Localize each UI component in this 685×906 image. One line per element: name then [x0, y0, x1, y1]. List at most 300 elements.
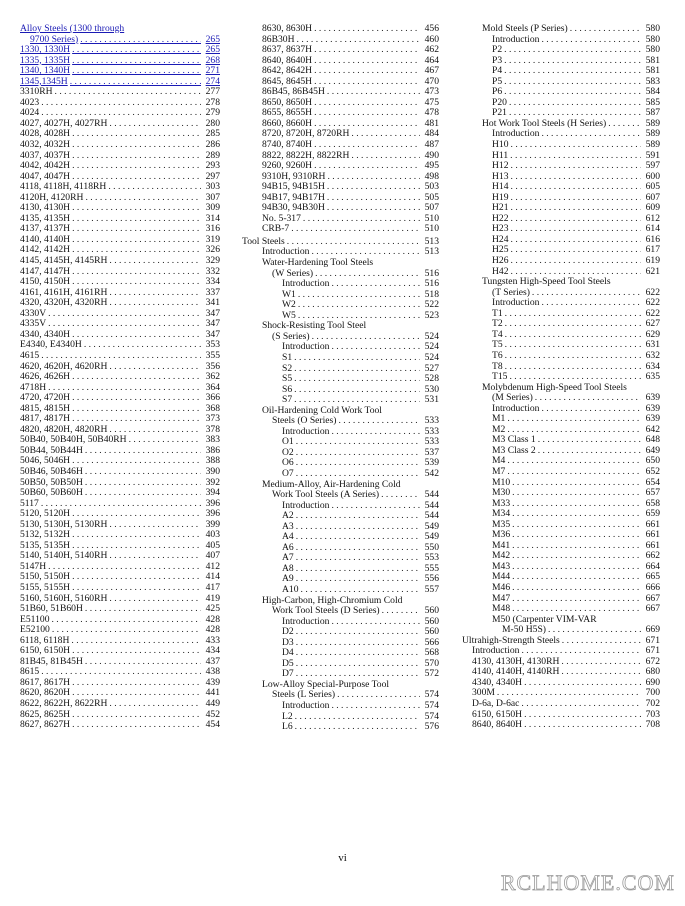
toc-leader-dots: [85, 446, 201, 457]
toc-entry-page: 449: [205, 698, 220, 709]
toc-entry-page: 614: [645, 223, 660, 235]
toc-entry-page: 386: [205, 444, 220, 456]
toc-leader-dots: [327, 182, 420, 193]
toc-entry-label: Work Tool Steels (A Series): [272, 489, 380, 501]
toc-entry: [242, 448, 439, 459]
toc-leader-dots: [512, 583, 641, 594]
toc-entry-label: H24: [492, 233, 509, 245]
toc-leader-dots: [291, 224, 420, 235]
toc-entry: [242, 416, 439, 427]
toc-entry-label: P4: [492, 65, 503, 77]
toc-entry-page: 412: [205, 560, 220, 572]
toc-entry: [242, 385, 439, 396]
toc-entry-label: P6: [492, 86, 503, 98]
toc-entry-page: 542: [424, 467, 439, 479]
toc-entry-label: 4120H, 4120RH: [20, 191, 84, 203]
toc-entry-page: 661: [645, 529, 660, 541]
toc-entry-page: 407: [205, 550, 220, 562]
toc-leader-dots: [314, 56, 420, 67]
toc-entry-label: Molybdenum High-Speed Tool Steels: [482, 381, 627, 393]
toc-entry-page: 428: [205, 613, 220, 625]
toc-leader-dots: [296, 437, 420, 448]
toc-entry-page: 661: [645, 518, 660, 530]
toc-entry-page: 657: [645, 487, 660, 499]
toc-entry-page: 616: [645, 233, 660, 245]
toc-entry-page: 539: [424, 457, 439, 469]
toc-entry-label: 5130, 5130H, 5130RH: [20, 518, 108, 530]
toc-leader-dots: [538, 435, 641, 446]
toc-leader-dots: [337, 690, 420, 701]
toc-leader-dots: [109, 551, 201, 562]
toc-leader-dots: [538, 446, 641, 457]
toc-entry-page: 326: [205, 244, 220, 256]
toc-entry-label: D3: [282, 636, 294, 648]
toc-entry-page: 490: [424, 149, 439, 161]
toc-entry-label: H14: [492, 181, 509, 193]
toc-entry-label: A8: [282, 562, 294, 574]
toc-entry-page: 347: [205, 307, 220, 319]
toc-leader-dots: [294, 353, 420, 364]
toc-entry-page: 405: [205, 539, 220, 551]
toc-leader-dots: [535, 393, 641, 404]
toc-entry-page: 513: [424, 235, 439, 247]
toc-entry-label: 8642, 8642H: [262, 65, 313, 77]
toc-entry-label: W5: [282, 309, 296, 321]
toc-entry-label: 4024: [20, 107, 40, 119]
toc-entry-page: 392: [205, 476, 220, 488]
toc-entry-page: 549: [424, 520, 439, 532]
toc-leader-dots: [524, 678, 641, 689]
toc-column-2: [242, 24, 439, 733]
toc-entry: [20, 351, 220, 362]
toc-entry: [242, 501, 439, 512]
toc-entry-label: 4340, 4340H: [472, 676, 523, 688]
toc-entry-label: M41: [492, 539, 511, 551]
toc-leader-dots: [512, 594, 641, 605]
toc-entry-label: S6: [282, 383, 293, 395]
toc-entry-label: M3 Class 1: [492, 434, 536, 446]
toc-entry-label: T6: [492, 349, 503, 361]
toc-leader-dots: [511, 224, 641, 235]
toc-leader-dots: [72, 129, 201, 140]
toc-leader-dots: [72, 530, 201, 541]
toc-entry-label: H19: [492, 191, 509, 203]
toc-entry-page: 279: [205, 107, 220, 119]
toc-entry-label: 6150, 6150H: [472, 708, 523, 720]
toc-leader-dots: [295, 722, 420, 733]
toc-entry-label: M35: [492, 518, 511, 530]
toc-entry-label: H25: [492, 244, 509, 256]
toc-entry-label: A3: [282, 520, 294, 532]
toc-entry-page: 456: [424, 23, 439, 34]
toc-entry-label: H13: [492, 170, 509, 182]
toc-entry: [242, 437, 439, 448]
toc-entry-page: 574: [424, 689, 439, 701]
toc-entry-page: 428: [205, 624, 220, 636]
toc-leader-dots: [109, 699, 201, 710]
toc-leader-dots: [72, 161, 201, 172]
toc-leader-dots: [296, 648, 420, 659]
toc-entry-label: 300M: [472, 687, 495, 699]
toc-entry-page: 585: [645, 96, 660, 108]
toc-entry-page: 513: [424, 246, 439, 258]
toc-entry: [20, 340, 220, 351]
toc-leader-dots: [314, 45, 420, 56]
toc-leader-dots: [72, 140, 201, 151]
toc-entry-label: T4: [492, 328, 503, 340]
toc-entry-label: Introduction: [492, 402, 540, 414]
toc-entry-page: 378: [205, 423, 220, 435]
toc-entry-label: 86B30H: [262, 33, 295, 45]
toc-entry-label: 4320, 4320H, 4320RH: [20, 297, 108, 309]
toc-entry-label: Introduction: [472, 645, 520, 657]
toc-entry-label: T5: [492, 339, 503, 351]
toc-entry-label: 8655, 8655H: [262, 107, 313, 119]
toc-entry-page: 462: [424, 44, 439, 56]
toc-entry-page: 600: [645, 170, 660, 182]
toc-entry: [20, 298, 220, 309]
toc-leader-dots: [327, 87, 420, 98]
toc-leader-dots: [80, 35, 201, 46]
toc-entry-page: 403: [205, 529, 220, 541]
toc-entry: [242, 627, 439, 638]
toc-entry-page: 700: [645, 687, 660, 699]
toc-entry-page: 337: [205, 286, 220, 298]
toc-entry-page: 332: [205, 265, 220, 277]
toc-entry-page: 553: [424, 552, 439, 564]
toc-entry-page: 271: [205, 65, 220, 77]
toc-entry-page: 621: [645, 265, 660, 277]
toc-entry-label: T15: [492, 371, 508, 383]
toc-entry-label: 51B60, 51B60H: [20, 603, 83, 615]
toc-entry: [20, 615, 220, 626]
toc-leader-dots: [109, 362, 201, 373]
toc-entry-page: 580: [645, 44, 660, 56]
toc-entry-label: H11: [492, 149, 509, 161]
toc-entry-page: 690: [645, 676, 660, 688]
toc-entry-label: 8640, 8640H: [262, 54, 313, 66]
toc-entry-label: O2: [282, 446, 294, 458]
toc-entry-page: 708: [645, 719, 660, 731]
toc-entry: [242, 24, 439, 35]
toc-leader-dots: [512, 488, 641, 499]
toc-entry-label: 94B15, 94B15H: [262, 181, 325, 193]
toc-entry-page: 703: [645, 708, 660, 720]
toc-leader-dots: [512, 572, 641, 583]
toc-leader-dots: [507, 456, 641, 467]
toc-entry-page: 362: [205, 371, 220, 383]
toc-entry-page: 680: [645, 666, 660, 678]
toc-entry: [242, 140, 439, 151]
toc-entry-label: (W Series): [272, 267, 314, 279]
toc-leader-dots: [48, 309, 201, 320]
toc-leader-dots: [72, 45, 201, 56]
toc-entry-label: Introduction: [282, 615, 330, 627]
toc-leader-dots: [85, 478, 201, 489]
toc-entry-page: 274: [205, 75, 220, 87]
toc-entry-label: Shock-Resisting Tool Steel: [262, 320, 367, 332]
toc-entry-label: (S Series): [272, 330, 310, 342]
toc-entry: [242, 553, 439, 564]
toc-entry-label: L2: [282, 710, 293, 722]
toc-entry-label: 4150, 4150H: [20, 276, 71, 288]
toc-entry-page: 544: [424, 510, 439, 522]
toc-leader-dots: [561, 667, 641, 678]
toc-entry-page: 473: [424, 86, 439, 98]
toc-entry-page: 355: [205, 349, 220, 361]
toc-entry-page: 570: [424, 657, 439, 669]
toc-entry-label: T1: [492, 307, 503, 319]
toc-entry-label: Introduction: [282, 700, 330, 711]
toc-entry-page: 478: [424, 107, 439, 119]
toc-leader-dots: [296, 511, 420, 522]
toc-entry-label: H21: [492, 202, 509, 214]
toc-entry-label: 6118, 6118H: [20, 634, 70, 646]
toc-entry-page: 524: [424, 351, 439, 363]
toc-entry-page: 503: [424, 181, 439, 193]
toc-entry: [242, 617, 439, 628]
toc-entry-label: 9310H, 9310RH: [262, 170, 326, 182]
toc-entry-label: D2: [282, 626, 294, 638]
toc-entry-label: 4142, 4142H: [20, 244, 71, 256]
toc-leader-dots: [509, 372, 641, 383]
toc-entry: [462, 720, 660, 731]
toc-leader-dots: [504, 77, 641, 88]
toc-entry-label: 4330V: [20, 307, 47, 319]
toc-entry-page: 353: [205, 339, 220, 351]
toc-entry-page: 495: [424, 160, 439, 172]
toc-entry-label: 4047, 4047H: [20, 170, 71, 182]
toc-entry: [242, 659, 439, 670]
toc-entry: [20, 488, 220, 499]
toc-leader-dots: [351, 151, 420, 162]
toc-entry-page: 523: [424, 309, 439, 321]
toc-entry-page: 584: [645, 86, 660, 98]
toc-leader-dots: [314, 108, 420, 119]
toc-entry-label: 8645, 8645H: [262, 75, 313, 87]
toc-entry-label: M7: [492, 465, 506, 477]
toc-entry-page: 605: [645, 181, 660, 193]
toc-column-3: [462, 24, 660, 731]
toc-entry-label: H10: [492, 139, 509, 151]
toc-entry-page: 438: [205, 666, 220, 678]
toc-entry-page: 665: [645, 571, 660, 583]
toc-entry-label: M43: [492, 560, 511, 572]
toc-entry-label: E51100: [20, 613, 50, 625]
toc-entry-page: 639: [645, 413, 660, 425]
toc-entry-page: 597: [645, 160, 660, 172]
toc-leader-dots: [48, 383, 201, 394]
toc-leader-dots: [331, 279, 420, 290]
toc-entry-label: 4626, 4626H: [20, 371, 71, 383]
toc-entry-page: 425: [205, 603, 220, 615]
toc-leader-dots: [72, 203, 201, 214]
toc-entry-page: 487: [424, 139, 439, 151]
toc-leader-dots: [85, 657, 201, 668]
toc-leader-dots: [85, 604, 201, 615]
toc-entry-page: 475: [424, 96, 439, 108]
toc-entry-label: 8630, 8630H: [262, 23, 313, 34]
toc-entry-label: A7: [282, 552, 294, 564]
toc-entry-page: 516: [424, 278, 439, 290]
toc-entry-label: Hot Work Tool Steels (H Series): [482, 117, 607, 129]
toc-entry-label: 4815, 4815H: [20, 402, 71, 414]
toc-leader-dots: [511, 203, 641, 214]
toc-entry-label: 9700 Series): [30, 33, 79, 45]
toc-entry: [462, 583, 660, 594]
toc-entry-page: 278: [205, 96, 220, 108]
toc-entry-page: 672: [645, 655, 660, 667]
toc-leader-dots: [72, 393, 201, 404]
toc-leader-dots: [512, 478, 641, 489]
toc-leader-dots: [72, 56, 201, 67]
toc-entry: [242, 224, 439, 235]
toc-entry-label: 8720, 8720H, 8720RH: [262, 128, 350, 140]
toc-entry-page: 530: [424, 383, 439, 395]
toc-entry-label: E4340, E4340H: [20, 339, 82, 351]
toc-entry-label: Work Tool Steels (D Series): [272, 605, 380, 617]
toc-entry-label: 4140, 4140H, 4140RH: [472, 666, 560, 678]
toc-entry: [20, 657, 220, 668]
toc-entry-page: 607: [645, 191, 660, 203]
toc-entry-label: 9260, 9260H: [262, 160, 313, 172]
toc-entry-label: W2: [282, 299, 296, 311]
toc-entry-label: Tungsten High-Speed Tool Steels: [482, 276, 611, 288]
toc-leader-dots: [72, 66, 201, 77]
toc-leader-dots: [109, 298, 201, 309]
toc-entry-label: 8637, 8637H: [262, 44, 313, 56]
toc-entry-page: 383: [205, 434, 220, 446]
toc-entry-page: 658: [645, 497, 660, 509]
toc-leader-dots: [512, 551, 641, 562]
toc-leader-dots: [72, 330, 201, 341]
toc-entry-page: 661: [645, 539, 660, 551]
toc-leader-dots: [72, 151, 201, 162]
toc-entry-page: 627: [645, 318, 660, 330]
toc-entry-page: 329: [205, 255, 220, 267]
toc-leader-dots: [72, 583, 201, 594]
toc-entry: [20, 309, 220, 320]
toc-entry-page: 583: [645, 75, 660, 87]
toc-entry: [242, 332, 439, 343]
toc-entry-label: M42: [492, 550, 511, 562]
toc-entry-label: 8627, 8627H: [20, 719, 71, 731]
toc-entry-label: 5140, 5140H, 5140RH: [20, 550, 108, 562]
toc-leader-dots: [511, 214, 641, 225]
toc-entry-label: A4: [282, 531, 294, 543]
toc-entry-page: 522: [424, 299, 439, 311]
toc-leader-dots: [541, 298, 641, 309]
toc-entry-label: 8622, 8622H, 8622RH: [20, 698, 108, 709]
toc-entry-page: 581: [645, 65, 660, 77]
toc-entry-label: D7: [282, 668, 294, 680]
toc-entry-page: 560: [424, 626, 439, 638]
toc-entry: [242, 648, 439, 659]
toc-leader-dots: [296, 543, 420, 554]
toc-entry: [242, 258, 439, 269]
toc-entry-page: 527: [424, 362, 439, 374]
toc-entry: [20, 604, 220, 615]
toc-leader-dots: [541, 404, 641, 415]
toc-entry-page: 622: [645, 307, 660, 319]
toc-entry: [242, 712, 439, 723]
toc-entry-page: 394: [205, 487, 220, 499]
toc-entry: [242, 300, 439, 311]
toc-entry: [242, 522, 439, 533]
toc-entry: [20, 372, 220, 383]
toc-entry-label: 4028, 4028H: [20, 128, 71, 140]
toc-entry-page: 464: [424, 54, 439, 66]
toc-entry-label: M-50 H5S): [502, 624, 546, 636]
toc-entry-page: 648: [645, 434, 660, 446]
toc-entry-page: 307: [205, 191, 220, 203]
toc-entry-label: H22: [492, 212, 509, 224]
toc-leader-dots: [505, 330, 641, 341]
toc-entry-label: 8650, 8650H: [262, 96, 313, 108]
toc-entry-label: P3: [492, 54, 503, 66]
toc-entry: [20, 140, 220, 151]
toc-leader-dots: [504, 56, 641, 67]
toc-entry-page: 507: [424, 202, 439, 214]
toc-entry-label: 4137, 4137H: [20, 223, 71, 235]
toc-leader-dots: [504, 45, 641, 56]
toc-entry-page: 642: [645, 423, 660, 435]
toc-leader-dots: [109, 288, 201, 299]
toc-entry-page: 612: [645, 212, 660, 224]
toc-entry-label: 1330, 1330H: [20, 44, 71, 56]
toc-entry-label: Introduction: [492, 128, 540, 140]
toc-entry: [20, 87, 220, 98]
toc-entry-page: 366: [205, 392, 220, 404]
toc-leader-dots: [548, 625, 641, 636]
toc-entry-label: 4817, 4817H: [20, 413, 71, 425]
toc-entry: [242, 701, 439, 712]
toc-entry-page: 589: [645, 117, 660, 129]
toc-entry-page: 619: [645, 255, 660, 267]
toc-entry: [242, 342, 439, 353]
toc-entry-page: 399: [205, 518, 220, 530]
toc-leader-dots: [505, 362, 641, 373]
toc-entry-label: H26: [492, 255, 509, 267]
toc-entry-page: 662: [645, 550, 660, 562]
toc-entry-page: 650: [645, 455, 660, 467]
toc-entry-page: 356: [205, 360, 220, 372]
toc-entry-page: 667: [645, 603, 660, 615]
toc-leader-dots: [524, 720, 641, 731]
toc-leader-dots: [512, 520, 641, 531]
toc-leader-dots: [351, 129, 420, 140]
toc-entry-label: 4718H: [20, 381, 47, 393]
toc-entry-label: M10: [492, 476, 511, 488]
toc-entry-page: 319: [205, 233, 220, 245]
toc-entry[interactable]: [20, 24, 220, 35]
toc-entry-page: 293: [205, 160, 220, 172]
toc-entry-page: 454: [205, 719, 220, 731]
toc-entry-page: 702: [645, 698, 660, 709]
toc-entry-page: 277: [205, 86, 220, 98]
toc-entry-label: 4042, 4042H: [20, 160, 71, 172]
toc-entry-label: 5117: [20, 497, 39, 509]
toc-leader-dots: [72, 372, 201, 383]
toc-entry-page: 666: [645, 581, 660, 593]
toc-leader-dots: [108, 182, 201, 193]
toc-entry-label: A10: [282, 583, 299, 595]
toc-leader-dots: [296, 659, 420, 670]
toc-entry-page: 528: [424, 373, 439, 385]
toc-leader-dots: [298, 290, 420, 301]
toc-entry-page: 537: [424, 446, 439, 458]
toc-entry-page: 580: [645, 33, 660, 45]
